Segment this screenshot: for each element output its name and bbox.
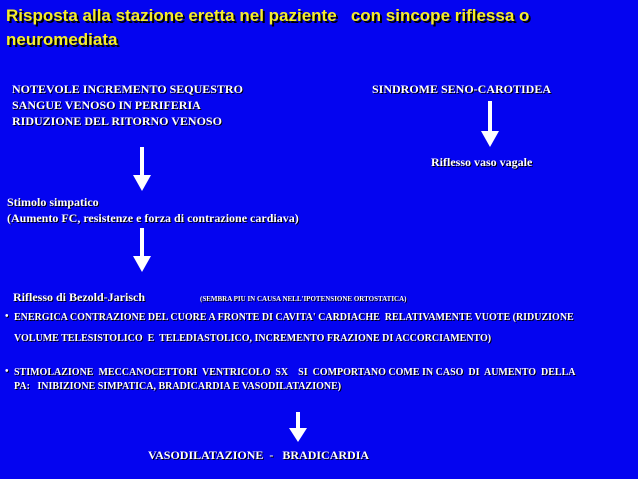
arrow-down-icon [133,228,151,274]
bullet-1-line-1: ENERGICA CONTRAZIONE DEL CUORE A FRONTE DI CAVITA' CARDIACHE RELATIVAMENTE VUOTE (RIDUZIONE [14,312,574,323]
bullet-marker: • [5,366,9,377]
left-block-line-3: RIDUZIONE DEL RITORNO VENOSO [12,114,222,128]
slide-title [6,4,626,52]
slide-title-line-1: Risposta alla stazione eretta nel paziente con sincope riflessa o [6,6,530,25]
arrow-down-icon [133,147,151,193]
left-block-line-2: SANGUE VENOSO IN PERIFERIA [12,98,201,112]
sympathetic-stimulus: Stimolo simpatico [7,195,99,209]
left-block-line-1: NOTEVOLE INCREMENTO SEQUESTRO [12,82,243,96]
slide-title-line-2: neuromediata [6,30,118,49]
arrow-down-icon [289,412,307,444]
sympathetic-detail: (Aumento FC, resistenze e forza di contrazione cardiava) [7,211,299,225]
bezold-jarisch-note: (SEMBRA PIU IN CAUSA NELL'IPOTENSIONE ORTOSTATICA) [200,295,407,303]
arrow-down-icon [481,101,499,149]
bullet-1-line-2: VOLUME TELESISTOLICO E TELEDIASTOLICO, INCREMENTO FRAZIONE DI ACCORCIAMENTO) [14,333,492,344]
bezold-jarisch-label: Riflesso di Bezold-Jarisch [13,290,145,304]
right-block-heading: SINDROME SENO-CAROTIDEA [372,82,552,96]
reflex-vaso-vagale: Riflesso vaso vagale [431,155,533,169]
bullet-2-line-1: STIMOLAZIONE MECCANOCETTORI VENTRICOLO SX SI COMPORTANO COME IN CASO DI AUMENTO DELLA [14,367,576,378]
bullet-2-line-2: PA: INIBIZIONE SIMPATICA, BRADICARDIA E VASODILATAZIONE) [14,381,342,392]
result-vasodilation-bradycardia: VASODILATAZIONE - BRADICARDIA [148,448,370,462]
bullet-marker: • [5,311,9,322]
